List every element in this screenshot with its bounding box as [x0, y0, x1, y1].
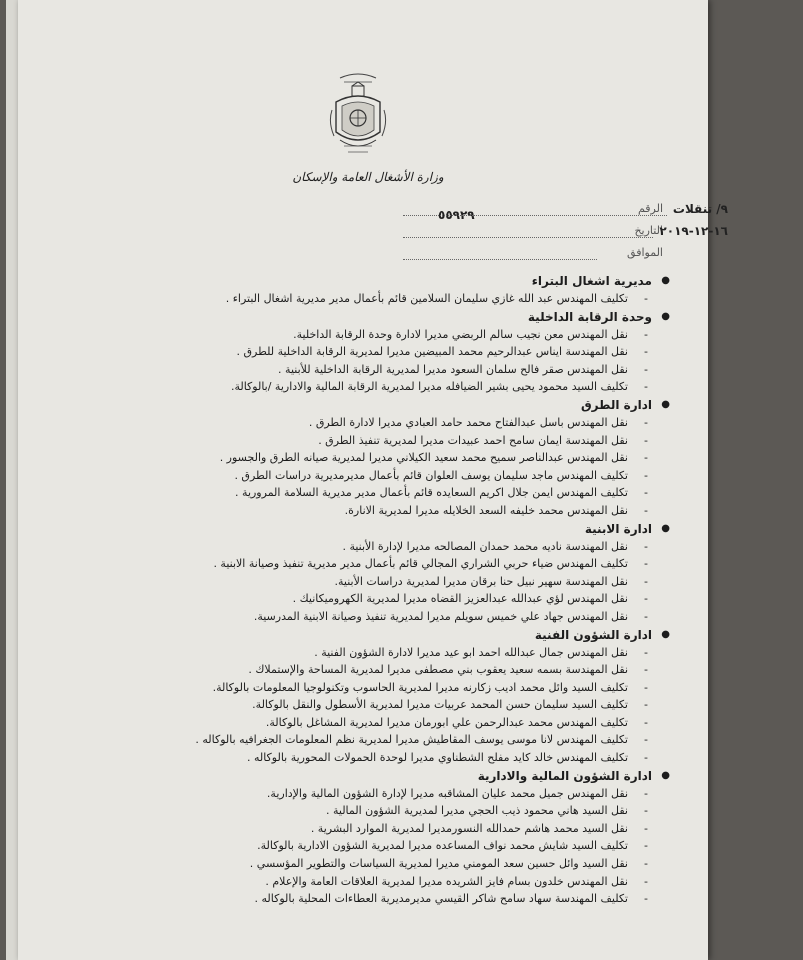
list-item: - تكليف السيد شايش محمد نواف المساعده مديرا لمديرية الشؤون الادارية بالوكالة. — [80, 837, 670, 855]
list-item: - نقل المهندسة بسمه سعيد يعقوب بني مصطفى مديرا لمديرية المساحة والإستملاك . — [80, 661, 670, 679]
item-text: تكليف المهندس ايمن جلال اكريم السعايده قائم بأعمال مدير مديرية السلامة المرورية . — [235, 486, 628, 500]
section-title: ادارة الشؤون الفنية — [534, 627, 652, 642]
list-item: - نقل المهندس خلدون بسام فايز الشريده مديرا لمديرية العلاقات العامة والإعلام . — [80, 873, 670, 891]
item-text: تكليف السيد محمود يحيى بشير الضيافله مديرا لمديرية الرقابة المالية والادارية /بالوكالة. — [230, 380, 628, 394]
list-item: - نقل المهندسة سهير نبيل حنا برقان مديرا لمديرية دراسات الأبنية. — [80, 573, 670, 591]
ref-row — [403, 198, 728, 220]
list-item: - تكليف المهندسة سهاد سامح شاكر القيسي مديرمديرية العطاءات المحلية بالوكاله . — [80, 890, 670, 908]
item-text: نقل المهندس عبدالناصر سميح محمد سعيد الكيلاني مديرا لمديرية صيانه الطرق والجسور . — [219, 451, 628, 465]
ref-label: الرقم — [637, 202, 663, 215]
item-text: تكليف المهندسة سهاد سامح شاكر القيسي مديرمديرية العطاءات المحلية بالوكاله . — [254, 892, 628, 906]
list-item: - تكليف المهندس لانا موسى يوسف المقاطيش مديرا لمديرية نظم المعلومات الجغرافيه بالوكاله . — [80, 731, 670, 749]
list-item: - نقل السيد محمد هاشم حمدالله النسورمديرا لمديرية الموارد البشرية . — [80, 820, 670, 838]
section-title: مديرية اشغال البتراء — [531, 274, 652, 288]
item-text: نقل المهندس باسل عبدالفتاح محمد حامد العبادي مديرا لادارة الطرق . — [308, 415, 628, 429]
item-text: نقل المهندس محمد خليفه السعد الخلايله مديرا لمديرية الانارة. — [344, 503, 628, 517]
section-heading — [80, 308, 670, 326]
section-title: ادارة الطرق — [580, 397, 652, 412]
list-item: - نقل السيد هاني محمود ذيب الحجي مديرا لمديرية الشؤون المالية . — [80, 802, 670, 820]
list-item: - نقل المهندس جميل محمد عليان المشاقبه مديرا لإدارة الشؤون المالية والإدارية. — [80, 785, 670, 803]
item-text: تكليف المهندس ضياء حربي الشراري المجالي قائم بأعمال مدير مديرية تنفيذ وصيانة الابنية . — [213, 557, 628, 571]
section-title: وحدة الرقابة الداخلية — [527, 309, 652, 324]
list-item: - تكليف المهندس عبد الله غازي سليمان السلامين قائم بأعمال مدير مديرية اشغال البتراء . — [80, 290, 670, 308]
list-item: - نقل المهندسة ايناس عبدالرحيم محمد المبيضين مديرا لمديرية الرقابة الداخلية للطرق . — [80, 343, 670, 361]
bullet-icon: ● — [661, 275, 670, 286]
item-text: نقل المهندس جمال عبدالله احمد ابو عيد مديرا لادارة الشؤون الفنية . — [314, 645, 628, 659]
coat-of-arms-emblem — [326, 72, 390, 164]
date-value: ١٦-١٢-٢٠١٩ — [659, 224, 728, 238]
list-item: - تكليف المهندس ايمن جلال اكريم السعايده قائم بأعمال مدير مديرية السلامة المرورية . — [80, 484, 670, 502]
document-page — [18, 0, 728, 960]
section-title: ادارة الشؤون المالية والادارية — [477, 768, 652, 783]
document-metadata — [403, 198, 728, 264]
bullet-icon: ● — [661, 628, 670, 640]
item-text: نقل المهندس جميل محمد عليان المشاقبه مديرا لإدارة الشؤون المالية والإدارية. — [266, 786, 628, 800]
bullet-icon: ● — [661, 522, 670, 534]
item-text: نقل المهندس جهاد علي خميس سويلم مديرا لمديرية تنفيذ وصيانة الابنية المدرسية. — [253, 609, 628, 623]
section-technical-affairs — [80, 626, 670, 767]
section-heading — [80, 626, 670, 644]
transfer-list — [80, 272, 670, 908]
item-text: نقل المهندسة ناديه محمد حمدان المصالحه مديرا لإدارة الأبنية . — [342, 539, 628, 553]
list-item: - تكليف السيد وائل محمد اديب زكارنه مديرا لمديرية الحاسوب وتكنولوجيا المعلومات بالوكالة. — [80, 679, 670, 697]
item-text: تكليف السيد شايش محمد نواف المساعده مديرا لمديرية الشؤون الادارية بالوكالة. — [257, 839, 628, 853]
item-text: تكليف المهندس لانا موسى يوسف المقاطيش مديرا لمديرية نظم المعلومات الجغرافيه بالوكاله . — [195, 733, 628, 747]
ministry-name: وزارة الأشغال العامة والإسكان — [292, 170, 444, 184]
ref-line — [403, 214, 667, 216]
list-item: - نقل المهندس معن نجيب سالم الربضي مديرا لادارة وحدة الرقابة الداخلية. — [80, 326, 670, 344]
list-item: - نقل المهندسة ناديه محمد حمدان المصالحه مديرا لإدارة الأبنية . — [80, 538, 670, 556]
bullet-icon: ● — [661, 769, 670, 781]
item-text: نقل المهندس خلدون بسام فايز الشريده مديرا لمديرية العلاقات العامة والإعلام . — [265, 874, 628, 888]
item-text: نقل السيد وائل حسين سعد المومني مديرا لمديرية السياسات والتطوير المؤسسي . — [249, 857, 628, 871]
bullet-icon: ● — [661, 310, 670, 322]
section-finance-admin — [80, 767, 670, 908]
list-item: - نقل المهندس جمال عبدالله احمد ابو عيد مديرا لادارة الشؤون الفنية . — [80, 644, 670, 662]
item-text: تكليف المهندس ماجد سليمان يوسف العلوان قائم بأعمال مديرمديرية دراسات الطرق . — [234, 468, 628, 482]
list-item: - تكليف المهندس خالد كايد مفلح الشطناوي مديرا لوحدة الحمولات المحورية بالوكاله . — [80, 749, 670, 767]
list-item: - تكليف المهندس ماجد سليمان يوسف العلوان قائم بأعمال مديرمديرية دراسات الطرق . — [80, 467, 670, 485]
corresponding-line — [403, 258, 597, 260]
item-text: نقل المهندس معن نجيب سالم الربضي مديرا لادارة وحدة الرقابة الداخلية. — [293, 327, 628, 341]
list-item: - نقل المهندس محمد خليفه السعد الخلايله مديرا لمديرية الانارة. — [80, 502, 670, 520]
section-heading — [80, 767, 670, 785]
date-row — [403, 220, 728, 242]
item-text: نقل السيد هاني محمود ذيب الحجي مديرا لمديرية الشؤون المالية . — [326, 804, 628, 818]
bullet-icon: ● — [661, 398, 670, 410]
list-item: - نقل المهندسة ايمان سامح احمد عبيدات مديرا لمديرية تنفيذ الطرق . — [80, 432, 670, 450]
list-item: - نقل المهندس جهاد علي خميس سويلم مديرا لمديرية تنفيذ وصيانة الابنية المدرسية. — [80, 608, 670, 626]
section-buildings — [80, 520, 670, 626]
item-text: تكليف المهندس محمد عبدالرحمن علي ابورمان مديرا لمديرية المشاغل بالوكالة. — [265, 715, 628, 729]
section-petra — [80, 272, 670, 308]
item-text: نقل المهندسة بسمه سعيد يعقوب بني مصطفى مديرا لمديرية المساحة والإستملاك . — [248, 663, 628, 677]
item-text: نقل المهندسة ايمان سامح احمد عبيدات مديرا لمديرية تنفيذ الطرق . — [318, 433, 628, 447]
item-text: تكليف المهندس خالد كايد مفلح الشطناوي مديرا لوحدة الحمولات المحورية بالوكاله . — [246, 751, 628, 765]
corresponding-label: الموافق — [627, 246, 663, 259]
section-title: ادارة الابنية — [584, 521, 652, 536]
date-line — [403, 236, 653, 238]
section-heading — [80, 520, 670, 538]
reference-number: ٥٥٩٢٩ — [438, 208, 475, 222]
item-text: نقل المهندس لؤي عبدالله عبدالعزيز القضاه مديرا لمديرية الكهروميكانيك . — [292, 592, 628, 606]
item-text: تكليف السيد وائل محمد اديب زكارنه مديرا لمديرية الحاسوب وتكنولوجيا المعلومات بالوكالة. — [212, 680, 628, 694]
list-item: - نقل المهندس باسل عبدالفتاح محمد حامد العبادي مديرا لادارة الطرق . — [80, 414, 670, 432]
item-text: نقل المهندسة سهير نبيل حنا برقان مديرا لمديرية دراسات الأبنية. — [334, 574, 628, 588]
section-heading — [80, 272, 670, 290]
list-item: - تكليف المهندس ضياء حربي الشراري المجالي قائم بأعمال مدير مديرية تنفيذ وصيانة الابنية . — [80, 555, 670, 573]
date-label: التاريخ — [634, 224, 663, 237]
item-text: نقل المهندسة ايناس عبدالرحيم محمد المبيضين مديرا لمديرية الرقابة الداخلية للطرق . — [236, 345, 628, 359]
ref-value: ٩/ تنقلات — [672, 202, 728, 216]
list-item: - تكليف السيد سليمان حسن المحمد عربيات مديرا لمديرية الأسطول والنقل بالوكالة. — [80, 696, 670, 714]
item-text: تكليف المهندس عبد الله غازي سليمان السلامين قائم بأعمال مدير مديرية اشغال البتراء . — [225, 292, 628, 305]
list-item: - نقل المهندس عبدالناصر سميح محمد سعيد الكيلاني مديرا لمديرية صيانه الطرق والجسور . — [80, 449, 670, 467]
list-item: - نقل السيد وائل حسين سعد المومني مديرا لمديرية السياسات والتطوير المؤسسي . — [80, 855, 670, 873]
section-heading — [80, 396, 670, 414]
item-text: نقل المهندس صقر فالح سلمان السعود مديرا لمديرية الرقابة الداخلية للأبنية . — [278, 362, 628, 376]
section-internal-audit — [80, 308, 670, 396]
item-text: نقل السيد محمد هاشم حمدالله النسورمديرا لمديرية الموارد البشرية . — [310, 821, 628, 835]
list-item: - تكليف المهندس محمد عبدالرحمن علي ابورمان مديرا لمديرية المشاغل بالوكالة. — [80, 714, 670, 732]
list-item: - نقل المهندس صقر فالح سلمان السعود مديرا لمديرية الرقابة الداخلية للأبنية . — [80, 361, 670, 379]
item-text: تكليف السيد سليمان حسن المحمد عربيات مديرا لمديرية الأسطول والنقل بالوكالة. — [252, 698, 628, 712]
corresponding-row — [403, 242, 663, 264]
list-item: - تكليف السيد محمود يحيى بشير الضيافله مديرا لمديرية الرقابة المالية والادارية /بالوكالة. — [80, 378, 670, 396]
list-item: - نقل المهندس لؤي عبدالله عبدالعزيز القضاه مديرا لمديرية الكهروميكانيك . — [80, 590, 670, 608]
section-roads — [80, 396, 670, 520]
